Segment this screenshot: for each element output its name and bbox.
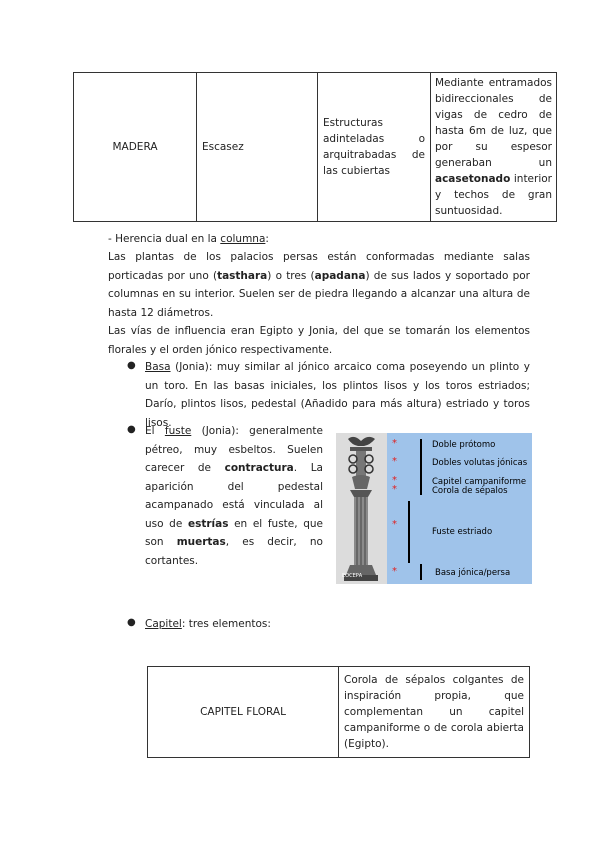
bullet-fuste bbox=[145, 422, 323, 570]
fuste-text-5: , es decir, no cortantes. bbox=[145, 536, 323, 567]
marker-star: * bbox=[392, 566, 397, 577]
bullet-capitel bbox=[145, 615, 530, 634]
bullet-dot: ● bbox=[127, 424, 136, 435]
bracket-line bbox=[420, 439, 422, 495]
persian-column-figure bbox=[336, 433, 532, 584]
description-bold: acasetonado bbox=[435, 173, 511, 185]
para1-text-2: ) o tres ( bbox=[267, 269, 315, 282]
marker-star: * bbox=[392, 456, 397, 467]
capitel-text: : tres elementos: bbox=[181, 618, 271, 630]
term-estrias: estrías bbox=[187, 517, 229, 530]
fuste-text-4: en el fuste, que son bbox=[145, 517, 324, 548]
label-fuste-estriado: Fuste estriado bbox=[432, 527, 493, 537]
availability-cell: Escasez bbox=[197, 73, 318, 222]
description-text-end: interior y techos de gran suntuosidad. bbox=[435, 173, 552, 217]
label-corola-sepalos: Corola de sépalos bbox=[432, 486, 508, 496]
description-text: Mediante entramados bidireccionales de vigas de cedro de hasta 6m de luz, que por su espesor generaban un bbox=[435, 77, 552, 169]
legend-panel bbox=[387, 433, 532, 584]
fuste-text-3: . La aparición del pedestal acampanado está vinculada al uso de bbox=[145, 462, 323, 530]
materials-table bbox=[73, 72, 557, 222]
heading-underlined: columna bbox=[220, 233, 266, 245]
paragraph-palaces bbox=[108, 248, 530, 322]
bracket-line bbox=[408, 501, 410, 563]
term-apadana: apadana bbox=[314, 269, 366, 282]
capital-table bbox=[147, 666, 530, 758]
bullet-dot: ● bbox=[127, 360, 136, 371]
marker-star: * bbox=[392, 519, 397, 530]
term-tasthara: tasthara bbox=[217, 269, 268, 282]
capital-description-cell: Corola de sépalos colgantes de inspiración propia, que complementan un capitel campaniforme o de corola abierta (Egipto). bbox=[339, 667, 530, 758]
term-basa: Basa bbox=[145, 361, 171, 373]
label-capitel-campaniforme: Capitel campaniforme bbox=[432, 477, 527, 487]
table-row bbox=[148, 667, 530, 758]
table-row bbox=[74, 73, 557, 222]
basa-text: (Jonia): muy similar al jónico arcaico coma poseyendo un plinto y un toro. En las basas iniciales, los plintos lisos y los toros estriados; Darío, plintos lisos, pedestal (Añadido para más altura) estriado y toros lisos. bbox=[145, 361, 530, 429]
heading-prefix: - Herencia dual en la bbox=[108, 233, 221, 245]
column-drawing bbox=[336, 433, 387, 584]
structures-cell: Estructuras adinteladas o arquitrabadas de las cubiertas bbox=[318, 73, 431, 222]
para1-text-3: ) de sus lados y soportado por columnas en su interior. Suelen ser de piedra llegando a alcanzar una altura de hasta 12 diámetros. bbox=[108, 269, 530, 319]
material-cell: MADERA bbox=[74, 73, 197, 222]
term-muertas: muertas bbox=[176, 536, 226, 548]
base-inscription: ЕОСЕРА bbox=[342, 573, 363, 579]
marker-star: * bbox=[392, 475, 397, 486]
label-dobles-volutas: Dobles volutas jónicas bbox=[432, 458, 528, 468]
paragraph-influences: Las vías de influencia eran Egipto y Jonia, del que se tomarán los elementos florales y el orden jónico respectivamente. bbox=[108, 325, 530, 356]
marker-star: * bbox=[392, 438, 397, 449]
bracket-line bbox=[420, 564, 422, 580]
term-fuste: fuste bbox=[164, 425, 192, 437]
fuste-text: El bbox=[145, 425, 165, 437]
label-basa-jonica: Basa jónica/persa bbox=[435, 568, 511, 578]
capital-name-cell: CAPITEL FLORAL bbox=[148, 667, 339, 758]
heading-suffix: : bbox=[265, 233, 269, 245]
label-doble-protomo: Doble prótomo bbox=[432, 440, 496, 450]
para1-text: Las plantas de los palacios persas están conformadas mediante salas porticadas por uno ( bbox=[108, 251, 530, 282]
section-heading bbox=[108, 230, 530, 249]
description-cell bbox=[431, 73, 557, 222]
term-contractura: contractura bbox=[224, 462, 294, 474]
marker-star: * bbox=[392, 484, 397, 495]
term-capitel: Capitel bbox=[145, 618, 182, 630]
fuste-text-2: (Jonia): generalmente pétreo, muy esbeltos. Suelen carecer de bbox=[145, 425, 324, 474]
bullet-dot: ● bbox=[127, 617, 136, 628]
bullet-basa bbox=[145, 358, 530, 432]
